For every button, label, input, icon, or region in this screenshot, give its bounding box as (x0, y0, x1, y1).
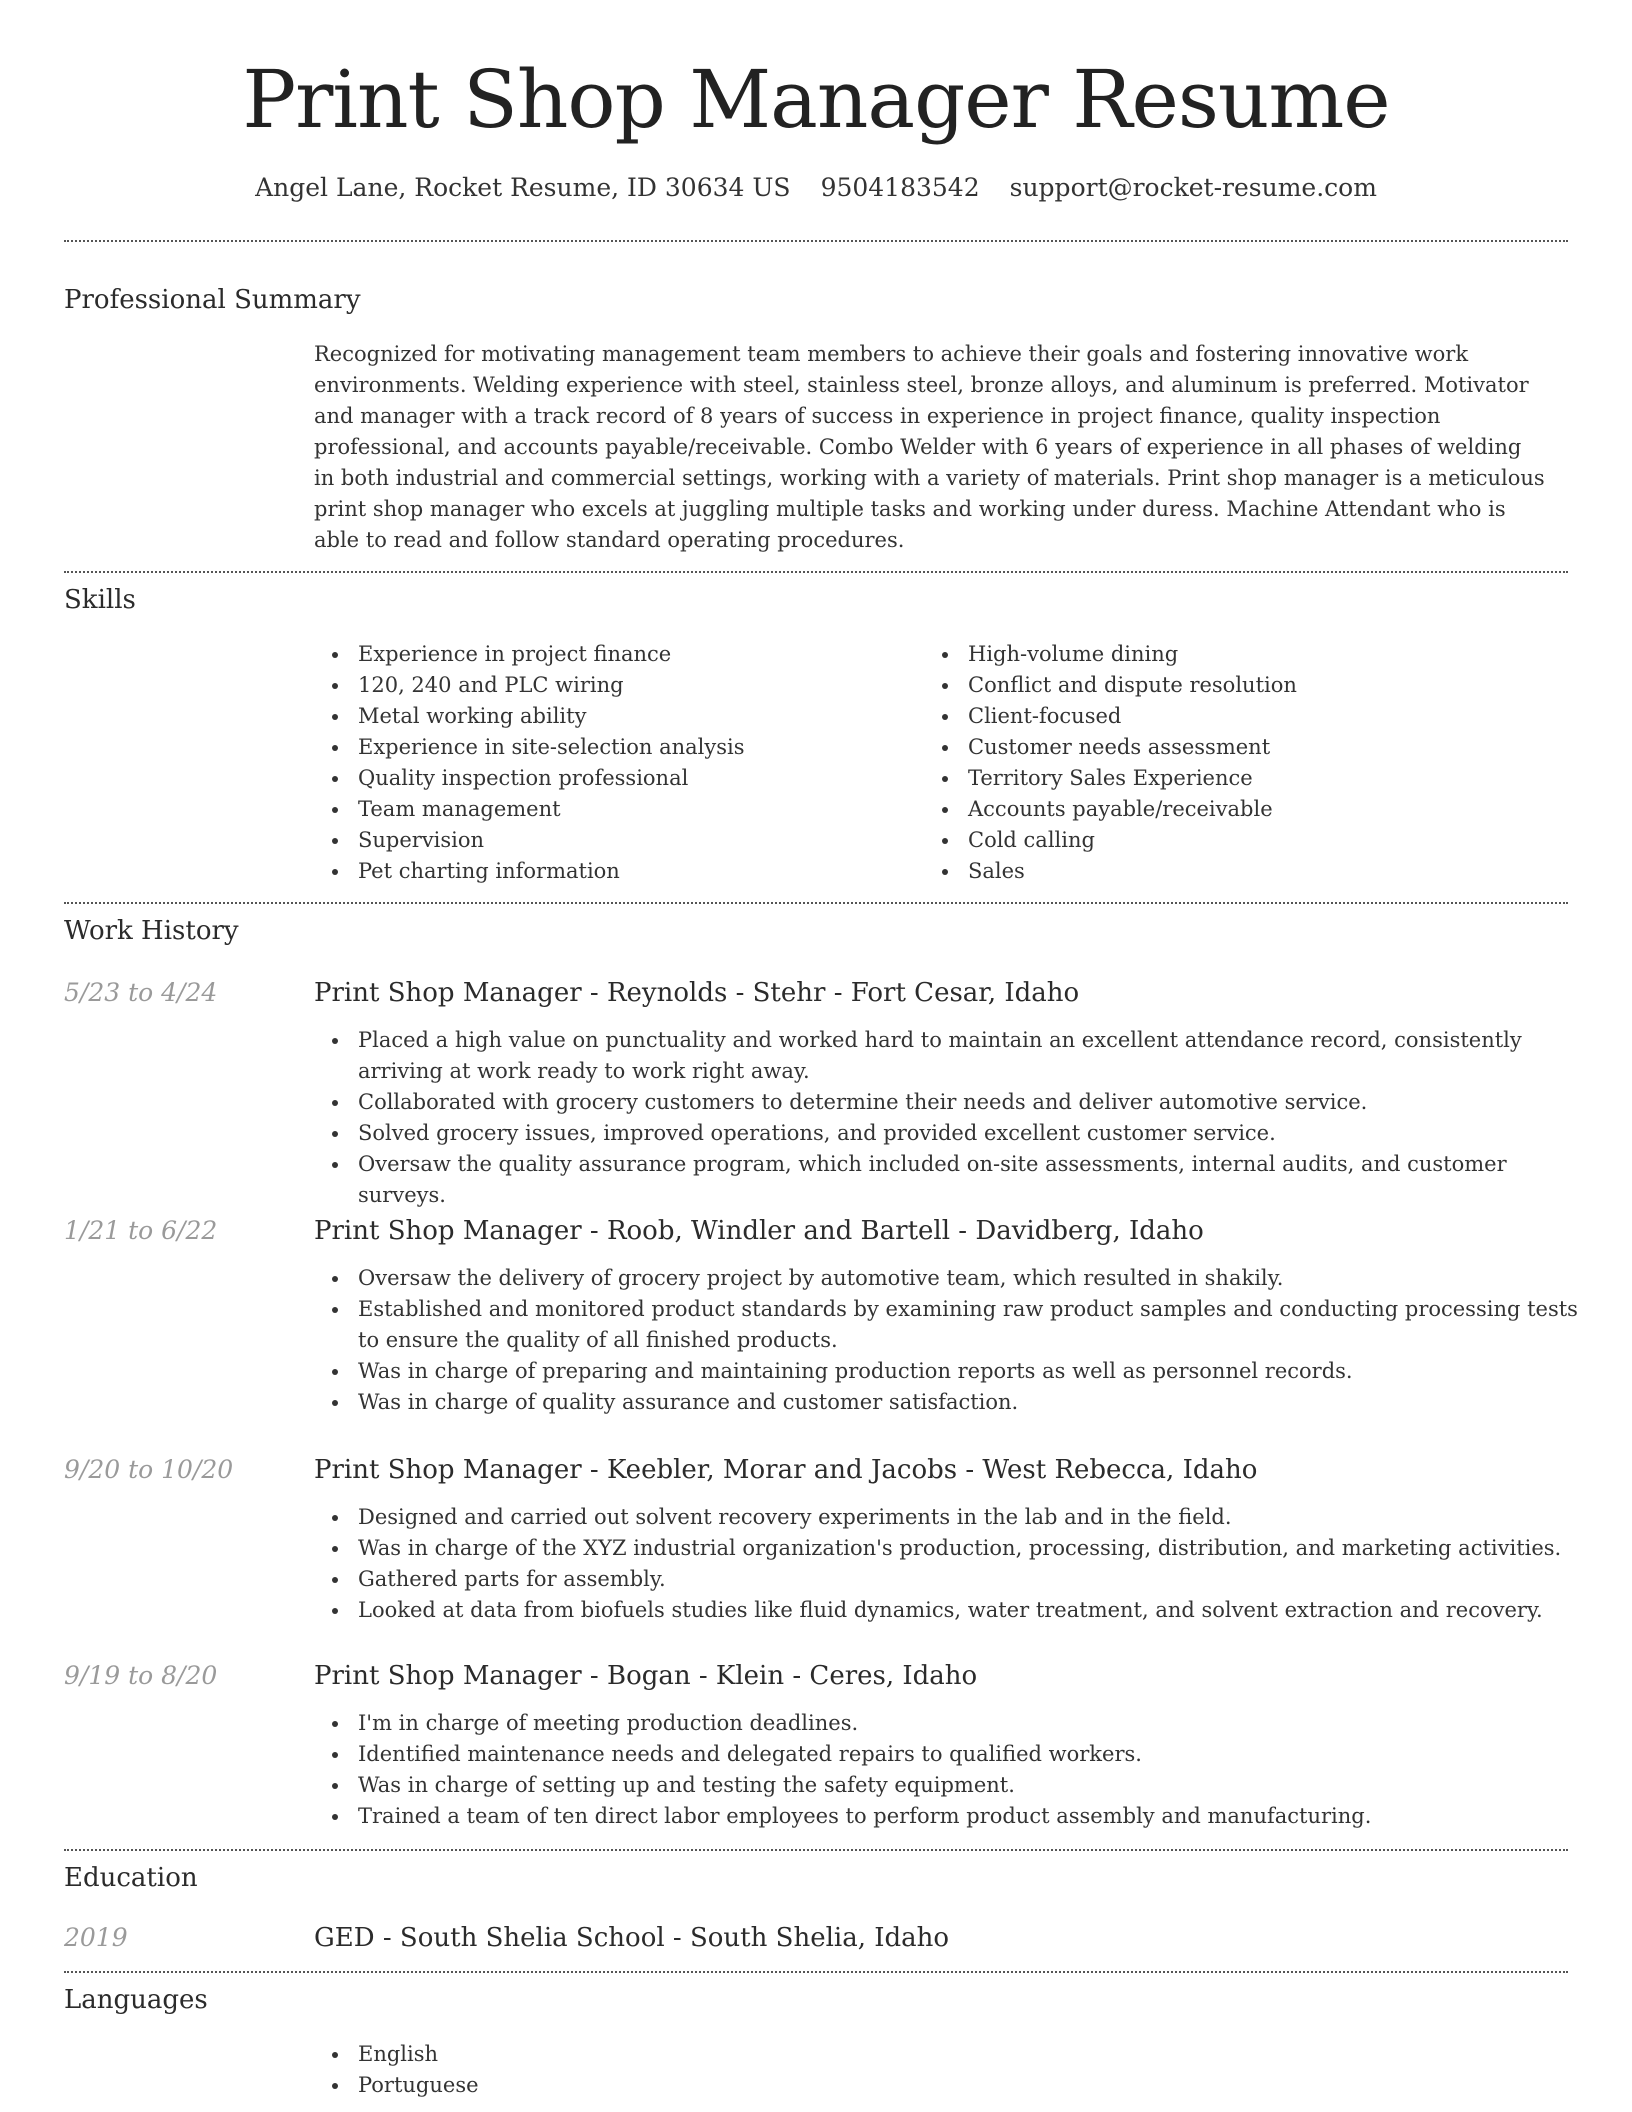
skill-item: 120, 240 and PLC wiring (358, 670, 918, 701)
job-bullet: Oversaw the quality assurance program, which included on-site assessments, internal audits, and customer surveys. (358, 1149, 1592, 1211)
contact-line (0, 170, 1632, 206)
job-bullet: Identified maintenance needs and delegated repairs to qualified workers. (358, 1739, 1592, 1770)
job-bullet: Was in charge of the XYZ industrial organization's production, processing, distribution, and marketing activities. (358, 1533, 1592, 1564)
contact-email: support@rocket-resume.com (1009, 173, 1377, 202)
job-bullet: Solved grocery issues, improved operations, and provided excellent customer service. (358, 1118, 1592, 1149)
job-bullet: Established and monitored product standards by examining raw product samples and conducting processing tests to ensure the quality of all finished products. (358, 1294, 1592, 1356)
job-dates: 9/20 to 10/20 (64, 1455, 234, 1484)
education-entry: GED - South Shelia School - South Shelia, Idaho (314, 1923, 950, 1953)
contact-address: Angel Lane, Rocket Resume, ID 30634 US (255, 173, 791, 202)
skill-item: Sales (968, 856, 1568, 887)
job-title: Print Shop Manager - Bogan - Klein - Ceres, Idaho (314, 1661, 978, 1691)
language-item: English (358, 2039, 958, 2070)
contact-phone: 9504183542 (820, 173, 980, 202)
job-bullets (314, 1025, 1592, 1211)
job-bullet: I'm in charge of meeting production deadlines. (358, 1708, 1592, 1739)
job-bullet: Looked at data from biofuels studies like fluid dynamics, water treatment, and solvent extraction and recovery. (358, 1595, 1592, 1626)
skill-item: Quality inspection professional (358, 763, 918, 794)
education-heading: Education (64, 1863, 198, 1893)
education-year: 2019 (64, 1923, 128, 1952)
job-dates: 5/23 to 4/24 (64, 978, 218, 1007)
languages-list (314, 2039, 958, 2101)
languages-heading: Languages (64, 1985, 208, 2015)
section-divider (64, 1849, 1568, 1851)
skill-item: Experience in project finance (358, 639, 918, 670)
work-heading: Work History (64, 916, 239, 946)
summary-text: Recognized for motivating management team members to achieve their goals and fostering innovative work environments. Welding experience with steel, stainless steel, bronze alloys, and aluminum is preferred. Motivator and manager with a track record of 8 years of success in experience in project finance, quality inspection professional, and accounts payable/receivable. Combo Welder with 6 years of experience in all phases of welding in both industrial and commercial settings, working with a variety of materials. Print shop manager is a meticulous print shop manager who excels at juggling multiple tasks and working under duress. Machine Attendant who is able to read and follow standard operating procedures. (314, 342, 1545, 552)
job-bullet: Was in charge of quality assurance and customer satisfaction. (358, 1387, 1592, 1418)
job-bullet: Was in charge of setting up and testing the safety equipment. (358, 1770, 1592, 1801)
skill-item: Territory Sales Experience (968, 763, 1568, 794)
job-bullet: Gathered parts for assembly. (358, 1564, 1592, 1595)
skill-item: Metal working ability (358, 701, 918, 732)
skills-list-right (924, 639, 1568, 887)
job-dates: 9/19 to 8/20 (64, 1661, 218, 1690)
job-bullets (314, 1708, 1592, 1832)
job-title: Print Shop Manager - Reynolds - Stehr - Fort Cesar, Idaho (314, 978, 1080, 1008)
summary-heading: Professional Summary (64, 285, 361, 315)
skill-item: Conflict and dispute resolution (968, 670, 1568, 701)
job-dates: 1/21 to 6/22 (64, 1216, 218, 1245)
skill-item: Accounts payable/receivable (968, 794, 1568, 825)
job-bullet: Was in charge of preparing and maintaining production reports as well as personnel records. (358, 1356, 1592, 1387)
section-divider (64, 571, 1568, 573)
skill-item: Cold calling (968, 825, 1568, 856)
skill-item: Client-focused (968, 701, 1568, 732)
job-bullet: Collaborated with grocery customers to determine their needs and deliver automotive service. (358, 1087, 1592, 1118)
section-divider (64, 1971, 1568, 1973)
job-bullets (314, 1263, 1592, 1418)
skill-item: High-volume dining (968, 639, 1568, 670)
job-bullets (314, 1502, 1592, 1626)
job-title: Print Shop Manager - Roob, Windler and Bartell - Davidberg, Idaho (314, 1216, 1204, 1246)
job-bullet: Placed a high value on punctuality and worked hard to maintain an excellent attendance record, consistently arriving at work ready to work right away. (358, 1025, 1592, 1087)
skill-item: Supervision (358, 825, 918, 856)
skill-item: Customer needs assessment (968, 732, 1568, 763)
language-item: Portuguese (358, 2070, 958, 2101)
job-bullet: Trained a team of ten direct labor employees to perform product assembly and manufacturing. (358, 1801, 1592, 1832)
skills-heading: Skills (64, 585, 136, 615)
job-title: Print Shop Manager - Keebler, Morar and Jacobs - West Rebecca, Idaho (314, 1455, 1258, 1485)
job-bullet: Oversaw the delivery of grocery project by automotive team, which resulted in shakily. (358, 1263, 1592, 1294)
skills-list-left (314, 639, 918, 887)
skill-item: Experience in site-selection analysis (358, 732, 918, 763)
section-divider (64, 240, 1568, 242)
skill-item: Pet charting information (358, 856, 918, 887)
skill-item: Team management (358, 794, 918, 825)
job-bullet: Designed and carried out solvent recovery experiments in the lab and in the field. (358, 1502, 1592, 1533)
section-divider (64, 902, 1568, 904)
resume-title: Print Shop Manager Resume (242, 53, 1390, 146)
